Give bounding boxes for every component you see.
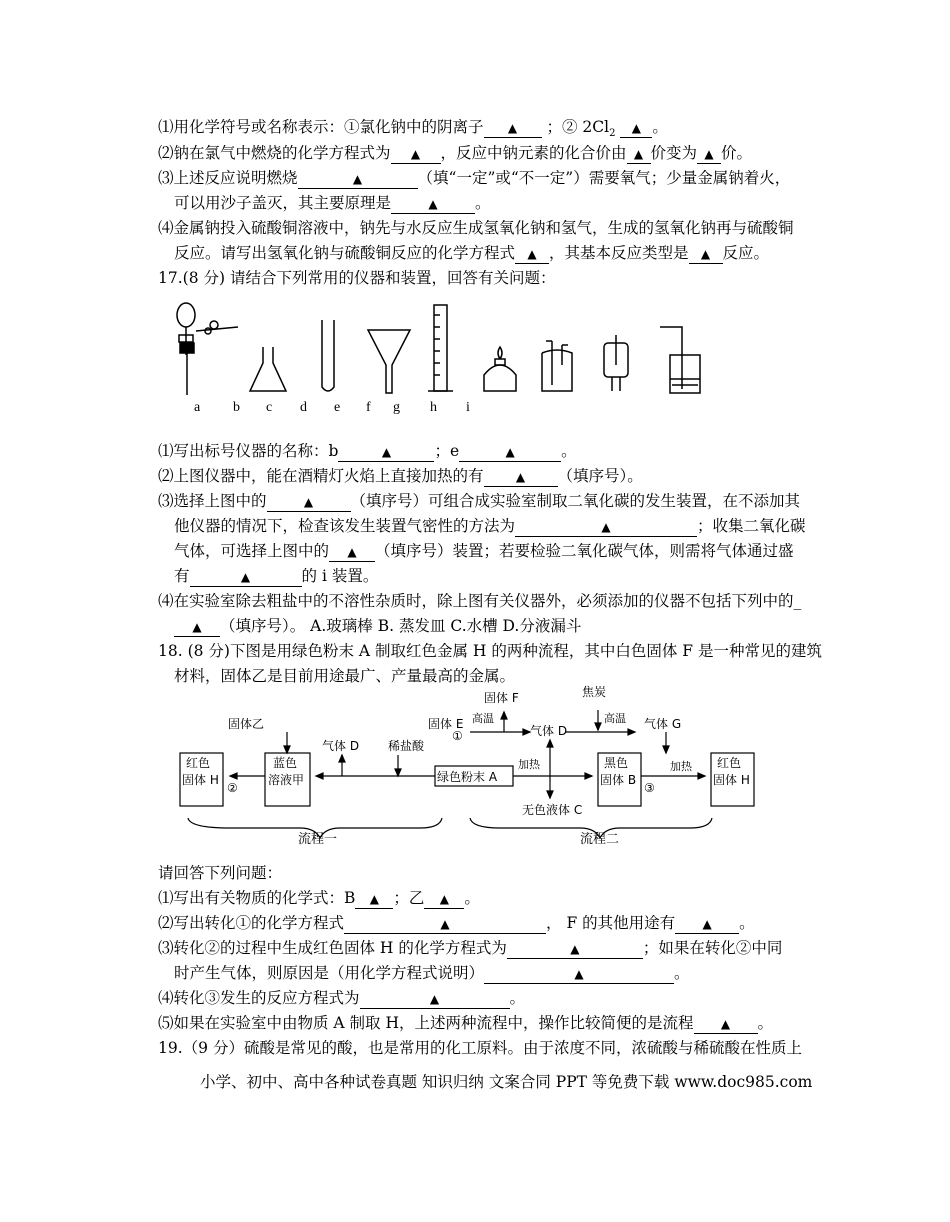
- answer-blank[interactable]: ▲: [355, 889, 393, 909]
- red-solid-h-1b: 固体 H: [182, 773, 219, 787]
- q17-part3d: 有 ▲ 的 i 装置。: [174, 567, 379, 585]
- flow-2-label: 流程二: [580, 832, 620, 847]
- answer-blank[interactable]: ▲: [344, 914, 546, 934]
- q18-part5: ⑸如果在实验室中由物质 A 制取 H，上述两种流程中，操作比较简便的是流程 ▲ 。: [158, 1014, 774, 1032]
- q16-part3a: ⑶上述反应说明燃烧 ▲ （填“一定”或“不一定”）需要氧气；少量金属钠着火，: [158, 169, 791, 187]
- answer-blank[interactable]: ▲: [424, 889, 464, 909]
- black-solid-b-1: 黑色: [604, 756, 629, 770]
- gas-g: 气体 G: [644, 717, 682, 731]
- answer-blank[interactable]: ▲: [360, 989, 510, 1009]
- answer-blank[interactable]: ▲: [174, 617, 220, 637]
- step-1: ①: [452, 729, 463, 743]
- heat-2: 加热: [670, 760, 692, 773]
- q16-part4a: ⑷金属钠投入硫酸铜溶液中，钠先与水反应生成氢氧化钠和氢气，生成的氢氧化钠再与硫酸铜: [158, 219, 794, 237]
- q16-part3b: 可以用沙子盖灭，其主要原理是 ▲ 。: [174, 194, 491, 212]
- gas-d: 气体 D: [322, 739, 360, 753]
- label-a: a: [194, 400, 201, 415]
- answer-blank[interactable]: ▲: [329, 542, 375, 562]
- answer-blank[interactable]: ▲: [484, 964, 674, 984]
- solid-yi: 固体乙: [228, 717, 265, 731]
- solid-f: 固体 F: [484, 691, 519, 705]
- answer-blank[interactable]: ▲: [620, 118, 652, 138]
- q18-title-line2: 材料，固体乙是目前用途最广、产量最高的金属。: [174, 667, 516, 685]
- answer-blank[interactable]: ▲: [190, 567, 302, 587]
- answer-blank[interactable]: ▲: [694, 1014, 758, 1034]
- q16-part1: ⑴用化学符号或名称表示：①氯化钠中的阴离子 ▲ ；② $2Cl_2$ ▲ 。: [158, 118, 668, 140]
- q17-part4a: ⑷在实验室除去粗盐中的不溶性杂质时，除上图有关仪器外，必须添加的仪器不包括下列中的_: [158, 592, 802, 610]
- q17-part3a: ⑶选择上图中的 ▲ （填序号）可组合成实验室制取二氧化碳的发生装置，在不添加其: [158, 492, 801, 510]
- answer-blank[interactable]: ▲: [267, 492, 351, 512]
- high-temp-2: 高温: [604, 712, 626, 725]
- q18-part3a: ⑶转化②的过程中生成红色固体 H 的化学方程式为 ▲ ；如果在转化②中同: [158, 939, 783, 957]
- answer-blank[interactable]: ▲: [675, 914, 739, 934]
- high-temp-1: 高温: [472, 712, 494, 725]
- q16-part2: ⑵钠在氯气中燃烧的化学方程式为 ▲ ，反应中钠元素的化合价由 ▲ 价变为 ▲ 价。: [158, 144, 753, 162]
- q18-part4: ⑷转化③发生的反应方程式为 ▲ 。: [158, 989, 526, 1007]
- q17-part4b: ▲ （填序号）。 A.玻璃棒 B. 蒸发皿 C.水槽 D.分液漏斗: [174, 615, 581, 637]
- step-2: ②: [227, 781, 238, 795]
- label-b: b: [233, 400, 240, 415]
- test-tube-icon: [322, 320, 334, 391]
- flow-1-label: 流程一: [298, 832, 338, 847]
- q17-part3c: 气体，可选择上图中的 ▲ （填序号）装置；若要检验二氧化碳气体，则需将气体通过盛: [174, 542, 794, 560]
- label-c: c: [266, 400, 273, 415]
- red-solid-h-1: 红色: [186, 756, 211, 770]
- inverted-bottle-icon: [604, 335, 628, 391]
- answer-blank[interactable]: ▲: [484, 118, 542, 138]
- answer-blank[interactable]: ▲: [459, 442, 561, 462]
- q18-part2: ⑵写出转化①的化学方程式 ▲ ， F 的其他用途有 ▲ 。: [158, 914, 755, 932]
- flow-diagram: [170, 680, 770, 850]
- dilute-hcl: 稀盐酸: [388, 739, 425, 753]
- solid-e: 固体 E: [428, 717, 464, 731]
- conical-flask-icon: [250, 347, 286, 391]
- answer-blank[interactable]: ▲: [627, 144, 651, 164]
- q16-part4b: 反应。请写出氢氧化钠与硫酸铜反应的化学方程式 ▲ ，其基本反应类型是 ▲ 反应。: [174, 244, 770, 262]
- page-footer: 小学、初中、高中各种试卷真题 知识归纳 文案合同 PPT 等免费下载 www.doc985.com: [200, 1073, 813, 1091]
- green-powder-a: 绿色粉末 A: [437, 770, 498, 784]
- q18-title-line1: 18. (8 分)下图是用绿色粉末 A 制取红色金属 H 的两种流程，其中白色固体 F 是一种常见的建筑: [158, 642, 822, 660]
- red-solid-h-2b: 固体 H: [713, 773, 750, 787]
- answer-blank[interactable]: ▲: [697, 144, 721, 164]
- q18-ask: 请回答下列问题：: [158, 864, 283, 882]
- answer-blank[interactable]: ▲: [515, 244, 549, 264]
- answer-blank[interactable]: ▲: [298, 169, 418, 189]
- label-d: d: [300, 400, 307, 415]
- colorless-liquid-c: 无色液体 C: [522, 803, 583, 817]
- label-f: f: [366, 400, 371, 415]
- answer-blank[interactable]: ▲: [689, 244, 723, 264]
- q17-title: 17.(8 分) 请结合下列常用的仪器和装置，回答有关问题：: [158, 269, 556, 287]
- lab-apparatus-figure: [170, 295, 730, 405]
- beaker-icon: [660, 327, 700, 393]
- label-h: h: [430, 400, 437, 415]
- label-i: i: [466, 400, 470, 415]
- funnel-icon: [368, 330, 410, 393]
- answer-blank[interactable]: ▲: [507, 939, 643, 959]
- label-e: e: [334, 400, 341, 415]
- q19-intro: 19.（9 分）硫酸是常见的酸，也是常用的化工原料。由于浓度不同，浓硫酸与稀硫酸在性质上: [158, 1039, 802, 1057]
- answer-blank[interactable]: ▲: [391, 194, 475, 214]
- answer-blank[interactable]: ▲: [484, 467, 558, 487]
- answer-blank[interactable]: ▲: [391, 144, 441, 164]
- alcohol-lamp-icon: [484, 347, 516, 391]
- black-solid-b-2: 固体 B: [600, 773, 637, 787]
- q18-part1: ⑴写出有关物质的化学式：B ▲ ；乙 ▲ 。: [158, 889, 480, 907]
- blue-solution-2: 溶液甲: [268, 773, 305, 787]
- coke: 焦炭: [582, 685, 607, 699]
- graduated-cylinder-icon: [428, 305, 453, 391]
- gas-d-2: 气体 D: [530, 724, 568, 738]
- gas-bottle-icon: [542, 341, 572, 391]
- q17-part1: ⑴写出标号仪器的名称：b ▲ ；e ▲ 。: [158, 442, 577, 460]
- step-3: ③: [644, 781, 655, 795]
- blue-solution-1: 蓝色: [273, 756, 298, 770]
- heat-1: 加热: [518, 758, 540, 771]
- q17-part3b: 他仪器的情况下，检查该发生装置气密性的方法为 ▲ ；收集二氧化碳: [174, 517, 806, 535]
- label-g: g: [393, 400, 400, 415]
- q18-part3b: 时产生气体，则原因是（用化学方程式说明） ▲ 。: [174, 964, 690, 982]
- answer-blank[interactable]: ▲: [338, 442, 434, 462]
- answer-blank[interactable]: ▲: [515, 517, 697, 537]
- separatory-funnel-icon: [177, 303, 238, 395]
- q17-part2: ⑵上图仪器中，能在酒精灯火焰上直接加热的有 ▲ （填序号）。: [158, 467, 643, 485]
- red-solid-h-2: 红色: [717, 756, 742, 770]
